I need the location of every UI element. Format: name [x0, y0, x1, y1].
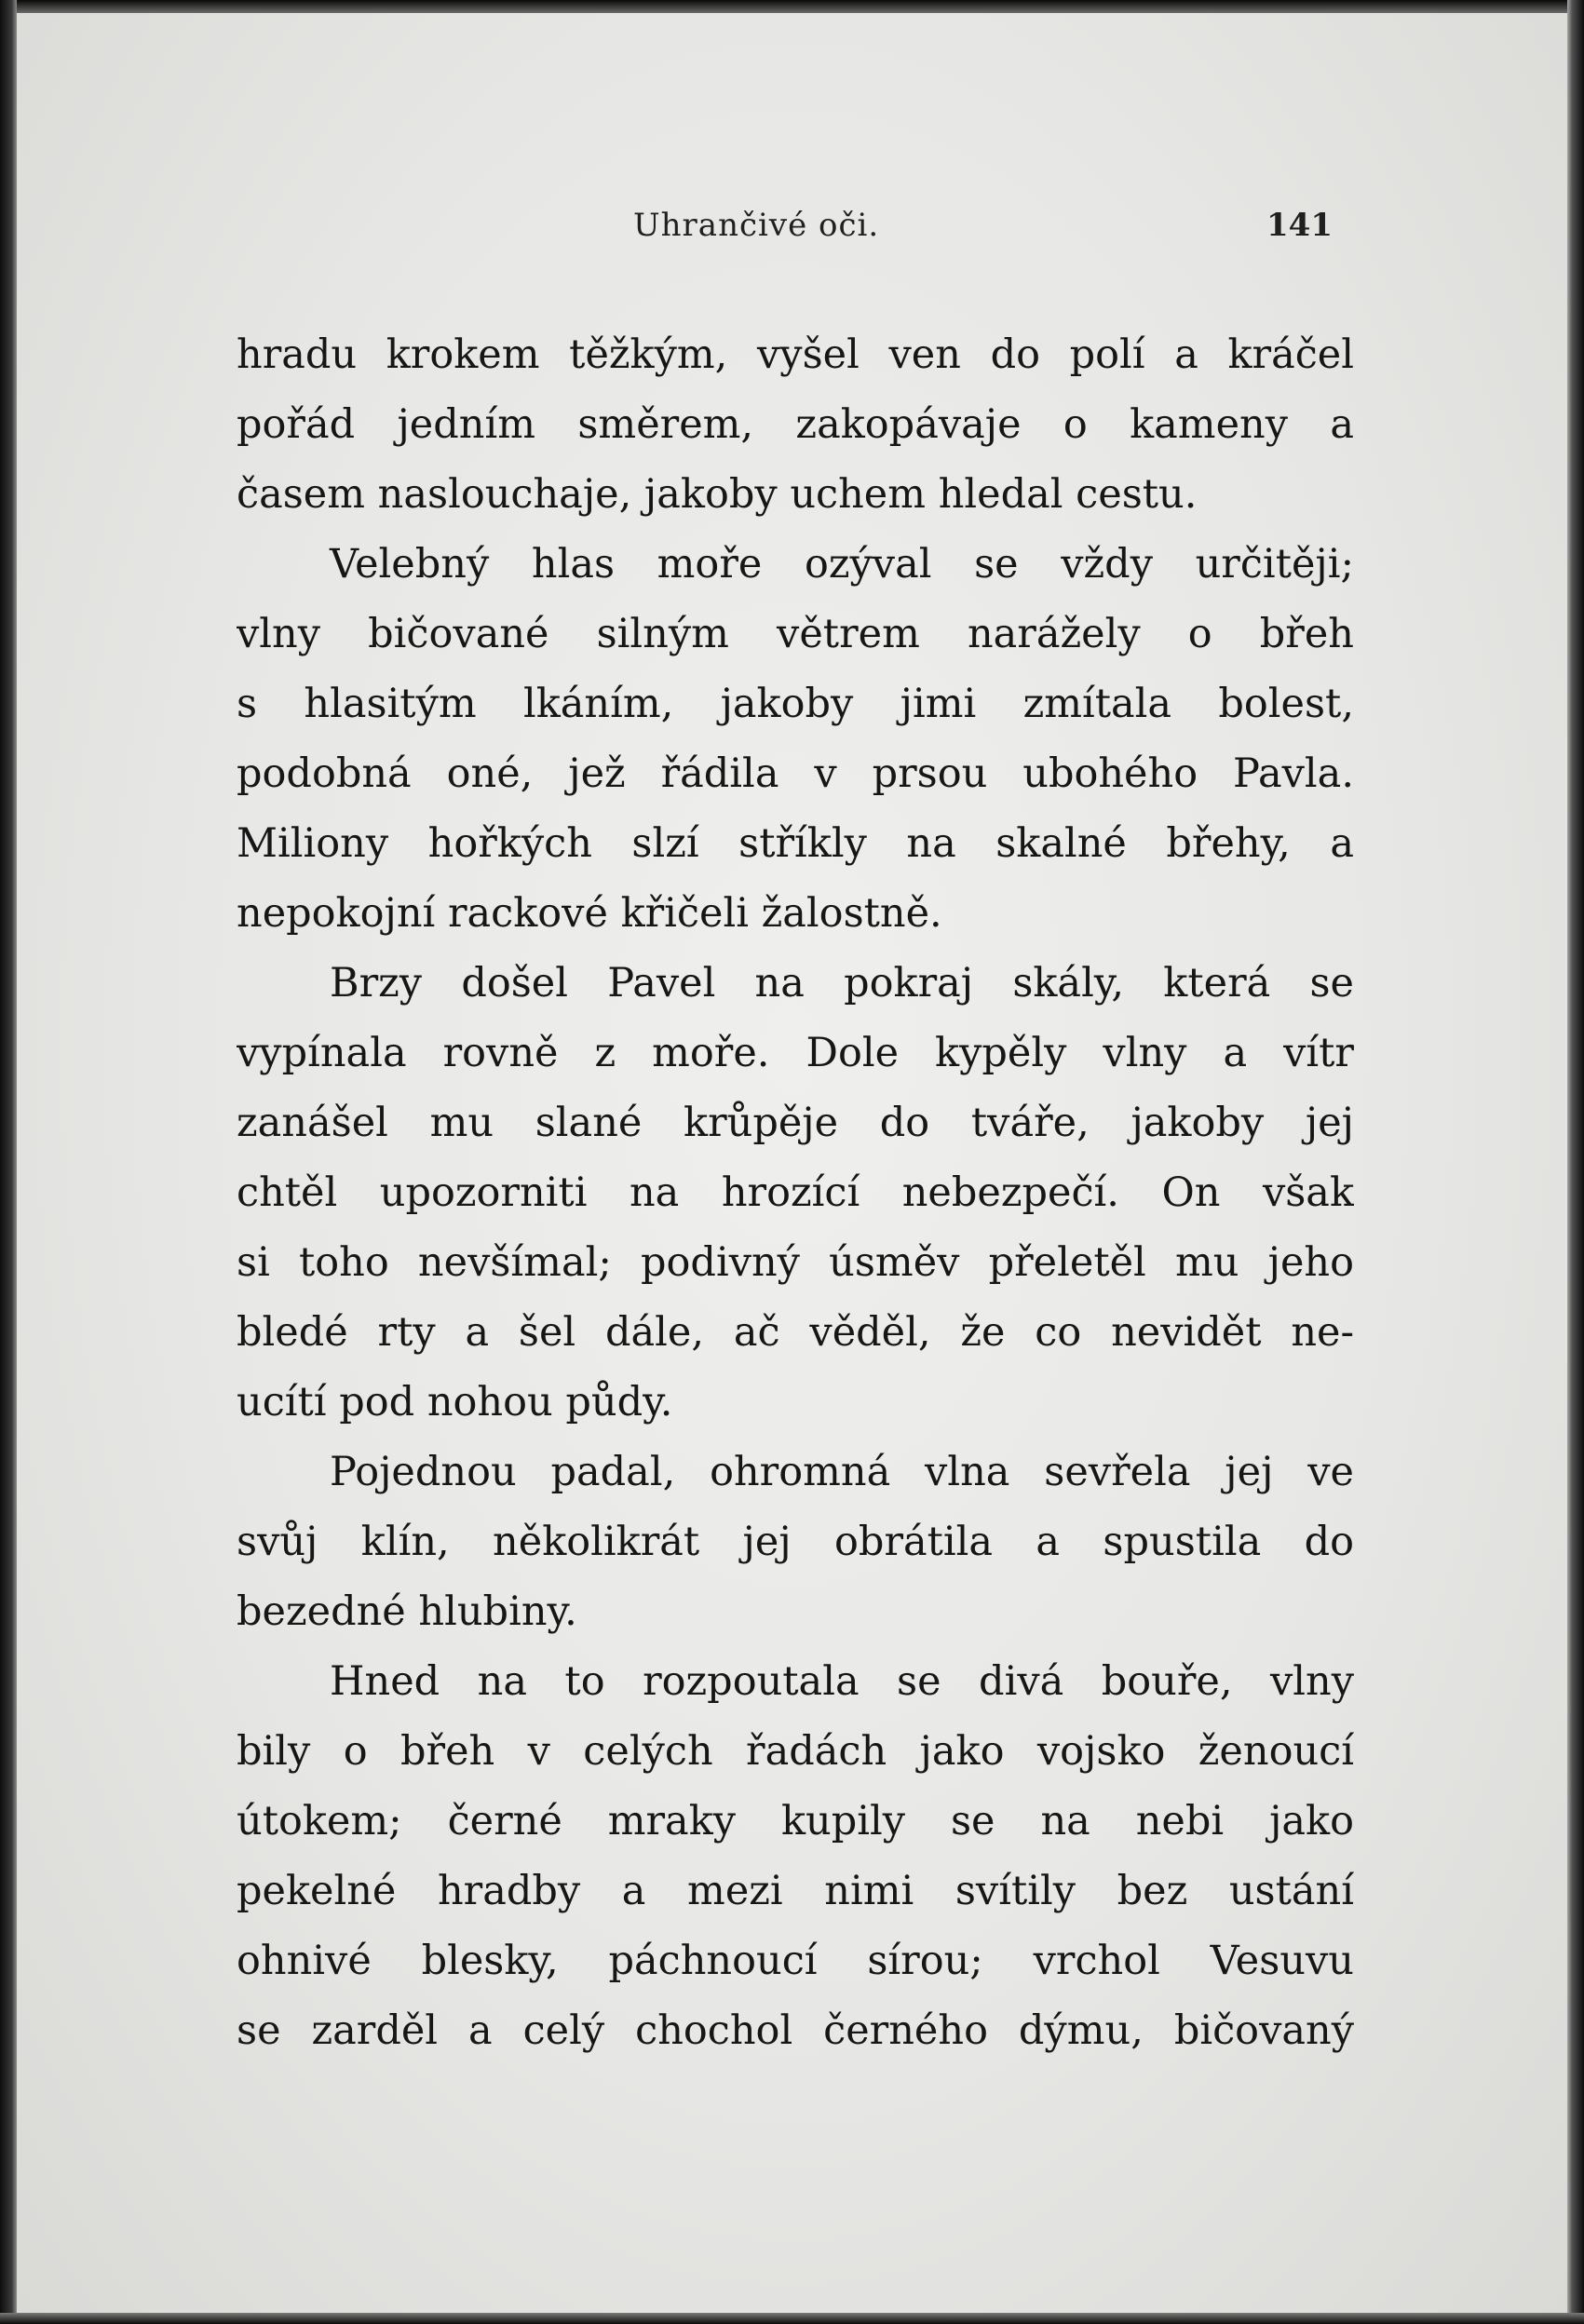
text-line: časem naslouchaje, jakoby uchem hledal cestu.: [237, 471, 1198, 518]
scan-border-bottom: [0, 2313, 1584, 2324]
running-title: Uhrančivé oči.: [633, 207, 880, 244]
text-line: nepokojní rackové křičeli žalostně.: [237, 890, 942, 937]
text-line: hradu krokem těžkým, vyšel ven do polí a kráčel: [237, 331, 1354, 378]
text-line: útokem; černé mraky kupily se na nebi jako: [237, 1798, 1354, 1844]
scan-border-right: [1567, 0, 1584, 2324]
text-line: pořád jedním směrem, zakopávaje o kameny a: [237, 401, 1354, 448]
scan-border-top: [0, 0, 1584, 13]
text-line: bezedné hlubiny.: [237, 1588, 577, 1635]
text-line: zanášel mu slané krůpěje do tváře, jakoby jej: [237, 1100, 1354, 1146]
scan-border-left: [0, 0, 17, 2324]
text-line: Miliony hořkých slzí stříkly na skalné břehy, a: [237, 820, 1354, 867]
text-line: pekelné hradby a mezi nimi svítily bez ustání: [237, 1868, 1354, 1914]
text-line: se zarděl a celý chochol černého dýmu, bičovaný: [237, 2007, 1354, 2054]
body-text: [237, 320, 1354, 2066]
text-line: chtěl upozorniti na hrozící nebezpečí. On však: [237, 1169, 1354, 1216]
text-line: bily o břeh v celých řadách jako vojsko ženoucí: [237, 1728, 1354, 1775]
text-line: si toho nevšímal; podivný úsměv přeletěl mu jeho: [237, 1239, 1354, 1286]
text-line: vlny bičované silným větrem narážely o břeh: [237, 611, 1354, 657]
text-line: bledé rty a šel dále, ač věděl, že co nevidět ne-: [237, 1309, 1354, 1356]
text-line: s hlasitým lkáním, jakoby jimi zmítala bolest,: [237, 681, 1354, 727]
text-line: Hned na to rozpoutala se divá bouře, vlny: [330, 1658, 1354, 1705]
text-line: svůj klín, několikrát jej obrátila a spustila do: [237, 1519, 1354, 1565]
text-line: vypínala rovně z moře. Dole kypěly vlny a vítr: [237, 1030, 1354, 1076]
book-page: [17, 13, 1567, 2313]
text-line: Brzy došel Pavel na pokraj skály, která se: [330, 960, 1354, 1007]
text-line: ohnivé blesky, páchnoucí sírou; vrchol Vesuvu: [237, 1938, 1354, 1984]
text-line: Pojednou padal, ohromná vlna sevřela jej ve: [330, 1449, 1354, 1495]
page-number: 141: [1266, 207, 1333, 244]
text-line: ucítí pod nohou půdy.: [237, 1379, 673, 1425]
text-line: Velebný hlas moře ozýval se vždy určitěji;: [330, 541, 1354, 588]
running-head: [17, 207, 1567, 253]
text-line: podobná oné, jež řádila v prsou ubohého Pavla.: [237, 750, 1354, 797]
